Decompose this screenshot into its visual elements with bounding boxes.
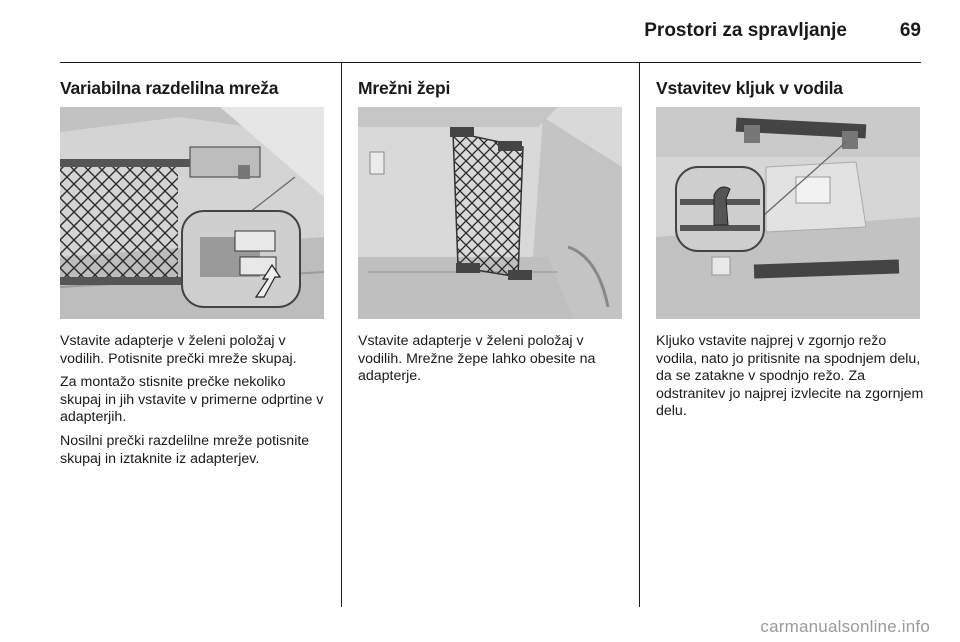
column-divider	[341, 62, 342, 607]
column-heading: Variabilna razdelilna mreža	[60, 78, 279, 98]
page-header	[60, 0, 921, 63]
column-body	[358, 333, 628, 392]
paragraph: Kljuko vstavite najprej v zgornjo režo vodila, nato jo pritisnite na spodnjem delu, da se zatakne v spodnjo režo. Za odstranitev jo najprej izvlecite na zgornjem delu.	[656, 333, 924, 420]
section-title: Prostori za spravljanje	[644, 20, 847, 41]
page-number: 69	[899, 20, 921, 41]
column-body	[656, 333, 926, 427]
hook-rail-illustration	[656, 107, 920, 319]
column-heading: Mrežni žepi	[358, 78, 451, 98]
column-variable-net	[60, 62, 330, 607]
net-divider-illustration	[60, 107, 324, 319]
paragraph: Za montažo stisnite prečke nekoliko skupaj in jih vstavite v primerne odprtine v adapterjih.	[60, 374, 324, 426]
column-net-pockets	[358, 62, 628, 607]
net-pocket-illustration	[358, 107, 622, 319]
paragraph: Vstavite adapterje v želeni položaj v vodilih. Potisnite prečki mreže skupaj.	[60, 333, 297, 367]
watermark: carmanualsonline.info	[760, 617, 930, 636]
column-divider	[639, 62, 640, 607]
column-body	[60, 333, 330, 474]
column-hooks	[656, 62, 926, 607]
paragraph: Vstavite adapterje v želeni položaj v vodilih. Mrežne žepe lahko obesite na adapterje.	[358, 333, 596, 385]
paragraph: Nosilni prečki razdelilne mreže potisnite skupaj in iztaknite iz adapterjev.	[60, 432, 310, 467]
column-heading: Vstavitev kljuk v vodila	[656, 78, 843, 98]
